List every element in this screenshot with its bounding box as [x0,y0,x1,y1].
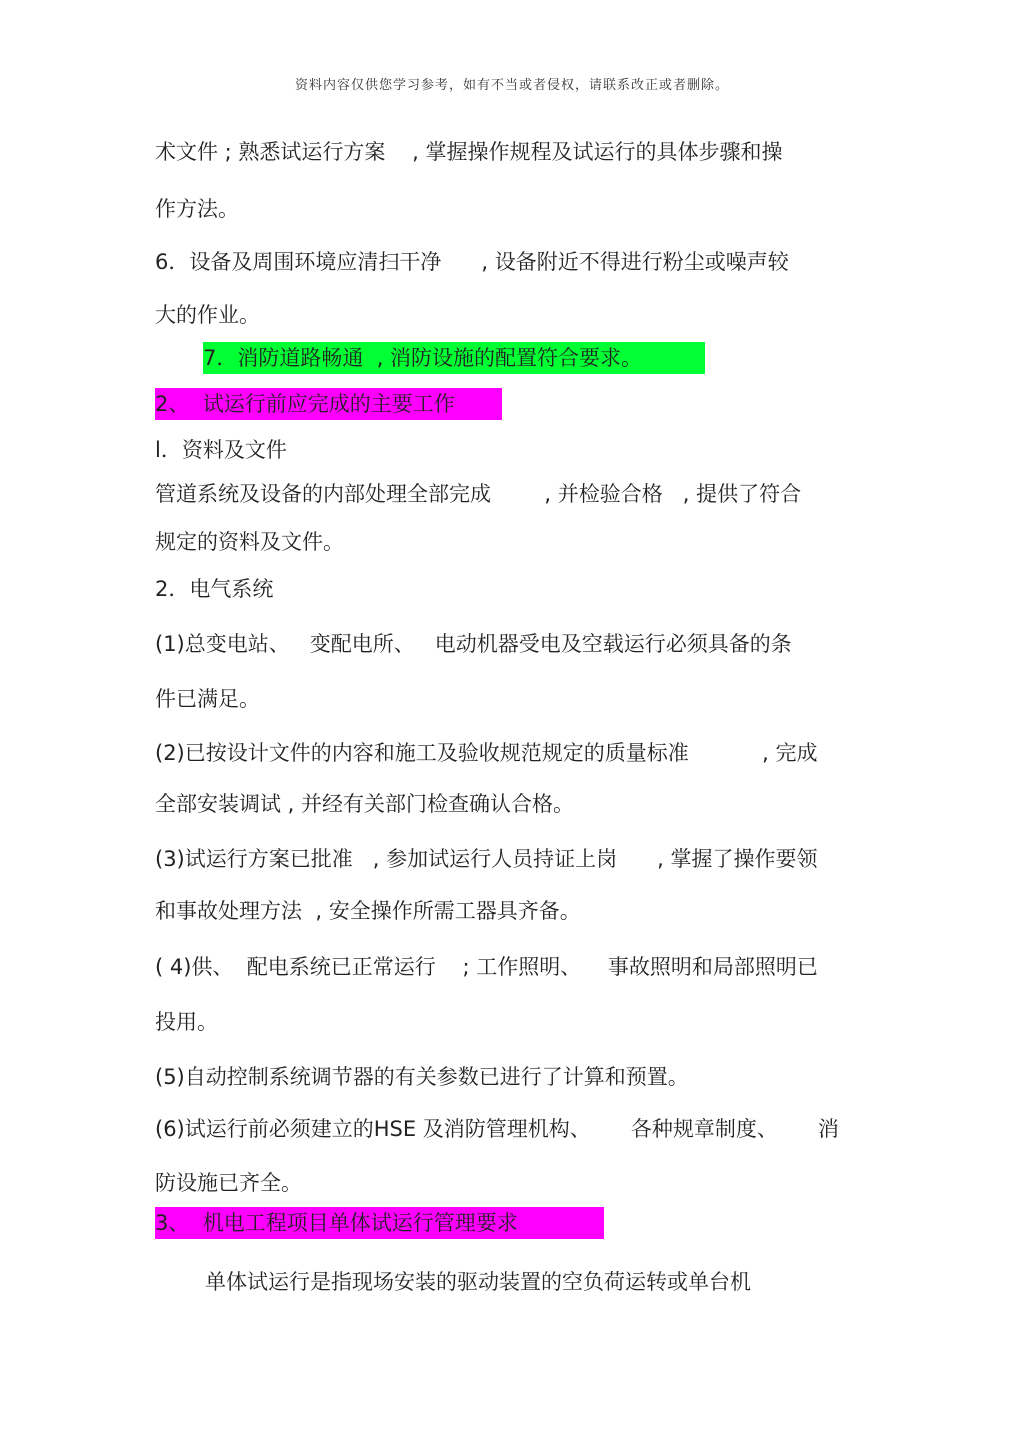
paragraph-line: 规定的资料及文件。 [155,530,344,554]
highlighted-item-7: 7．消防道路畅通 , 消防设施的配置符合要求。 [203,346,643,370]
paragraph-line: (1)总变电站、 变配电所、 电动机器受电及空载运行必须具备的条 [155,632,792,656]
section-heading-2: 2、 试运行前应完成的主要工作 [155,392,455,416]
paragraph-line: 和事故处理方法 , 安全操作所需工器具齐备。 [155,899,581,923]
paragraph-line: (5)自动控制系统调节器的有关参数已进行了计算和预置。 [155,1065,689,1089]
paragraph-line: 管道系统及设备的内部处理全部完成 , 并检验合格 , 提供了符合 [155,482,802,506]
paragraph-line: 投用。 [155,1010,218,1034]
paragraph-line: 件已满足。 [155,687,260,711]
paragraph-line: (6)试运行前必须建立的HSE 及消防管理机构、 各种规章制度、 消 [155,1117,839,1141]
paragraph-line: 术文件 ; 熟悉试运行方案 , 掌握操作规程及试运行的具体步骤和操 [155,140,783,164]
section-heading-3: 3、 机电工程项目单体试运行管理要求 [155,1211,518,1235]
paragraph-line: 大的作业。 [155,303,260,327]
disclaimer-header: 资料内容仅供您学习参考，如有不当或者侵权，请联系改正或者删除。 [294,78,729,93]
subheading: 2．电气系统 [155,577,274,601]
paragraph-line: 单体试运行是指现场安装的驱动装置的空负荷运转或单台机 [205,1270,751,1294]
paragraph-line: 全部安装调试 , 并经有关部门检查确认合格。 [155,792,575,816]
subheading: l．资料及文件 [155,438,287,462]
paragraph-line: 6．设备及周围环境应清扫干净 , 设备附近不得进行粉尘或噪声较 [155,250,789,274]
paragraph-line: ( 4)供、 配电系统已正常运行 ; 工作照明、 事故照明和局部照明已 [155,955,818,979]
paragraph-line: (2)已按设计文件的内容和施工及验收规范规定的质量标准 , 完成 [155,741,818,765]
paragraph-line: 作方法。 [155,197,239,221]
paragraph-line: (3)试运行方案已批准 , 参加试运行人员持证上岗 , 掌握了操作要领 [155,847,818,871]
paragraph-line: 防设施已齐全。 [155,1171,302,1195]
